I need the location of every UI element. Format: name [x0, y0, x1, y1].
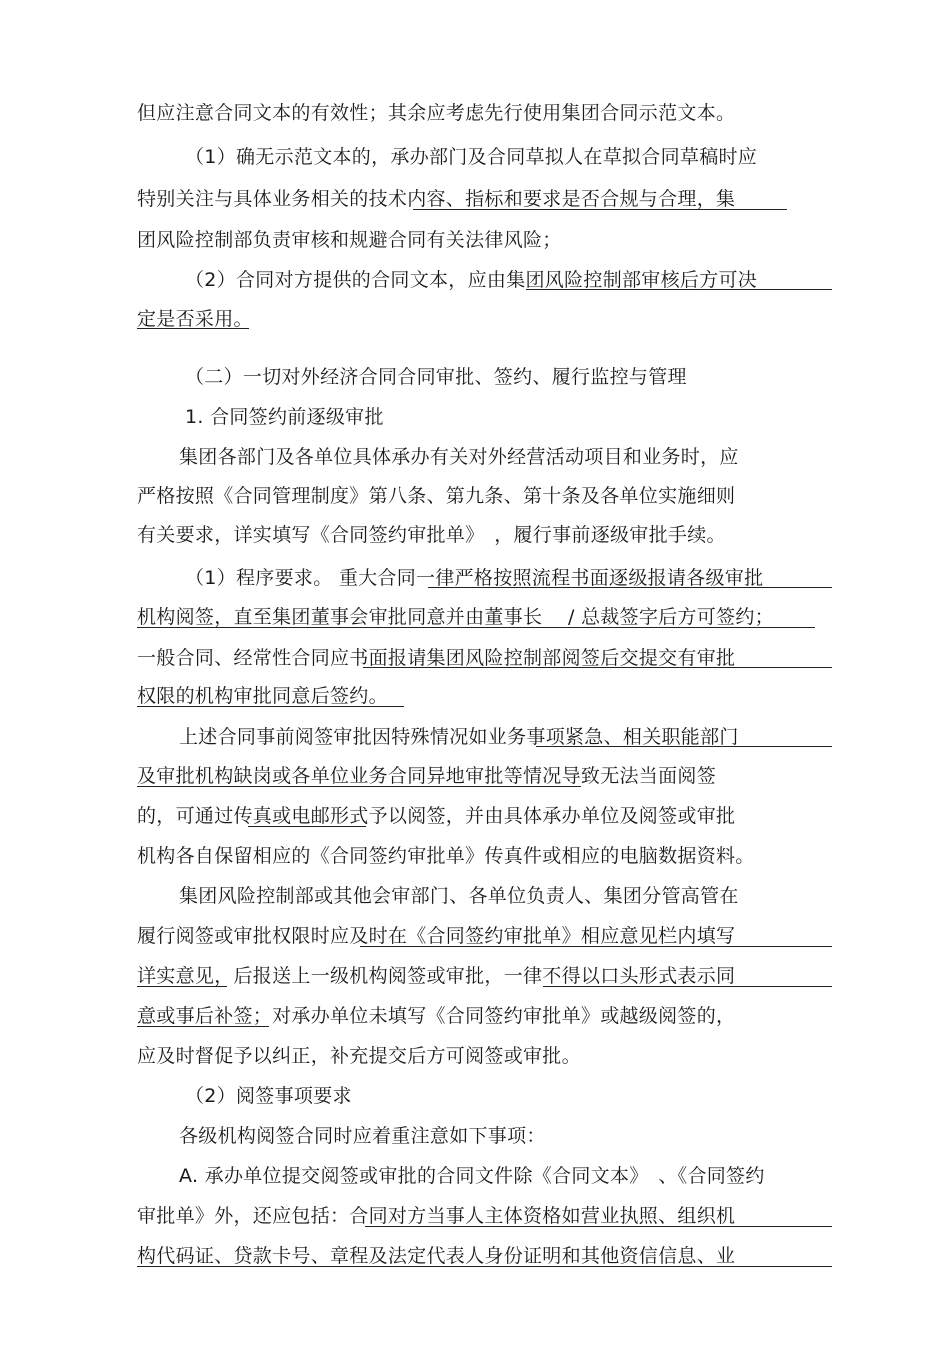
text-line: 履行阅签或审批权限时应及时在《合同签约审批单》相应意见栏内填写	[137, 925, 736, 947]
underline	[413, 209, 787, 210]
underline	[363, 667, 832, 668]
text-line: 详实意见，后报送上一级机构阅签或审批，一律不得以口头形式表示同	[137, 965, 736, 987]
text-line: 应及时督促予以纠正，补充提交后方可阅签或审批。	[137, 1045, 581, 1067]
underline	[248, 826, 366, 827]
text-line: （2）合同对方提供的合同文本，应由集团风险控制部审核后方可决	[185, 269, 758, 291]
underline	[137, 328, 249, 329]
text-line: 但应注意合同文本的有效性；其余应考虑先行使用集团合同示范文本。	[137, 102, 736, 124]
text-line: 权限的机构审批同意后签约。	[137, 685, 388, 707]
section-heading: （二）一切对外经济合同合同审批、签约、履行监控与管理	[185, 366, 687, 388]
text-line: 定是否采用。	[137, 308, 253, 330]
text-line: 审批单》外，还应包括：合同对方当事人主体资格如营业执照、组织机	[137, 1205, 736, 1227]
underline	[526, 289, 832, 290]
text-line: 一般合同、经常性合同应书面报请集团风险控制部阅签后交提交有审批	[137, 647, 736, 669]
text-line: 各级机构阅签合同时应着重注意如下事项：	[179, 1125, 546, 1147]
underline	[137, 1266, 832, 1267]
text-line: 严格按照《合同管理制度》第八条、第九条、第十条及各单位实施细则	[137, 485, 736, 507]
text-line: 机构阅签，直至集团董事会审批同意并由董事长 / 总裁签字后方可签约；	[137, 606, 774, 628]
underline	[137, 1026, 269, 1027]
text-line: 集团各部门及各单位具体承办有关对外经营活动项目和业务时，应	[179, 446, 739, 468]
text-line: 构代码证、贷款卡号、章程及法定代表人身份证明和其他资信信息、业	[137, 1245, 736, 1267]
subsection-heading: 1. 合同签约前逐级审批	[185, 406, 384, 428]
underline	[428, 587, 832, 588]
underline	[536, 746, 832, 747]
underline	[137, 986, 227, 987]
text-line: 团风险控制部负责审核和规避合同有关法律风险；	[137, 229, 562, 251]
text-line: 及审批机构缺岗或各单位业务合同异地审批等情况导致无法当面阅签	[137, 765, 717, 787]
text-line: 有关要求，详实填写《合同签约审批单》 ，履行事前逐级审批手续。	[137, 524, 726, 546]
text-line: （1）确无示范文本的，承办部门及合同草拟人在草拟合同草稿时应	[185, 146, 758, 168]
underline	[543, 986, 832, 987]
text-line: A. 承办单位提交阅签或审批的合同文件除《合同文本》 、《合同签约	[179, 1165, 765, 1187]
text-line: （1）程序要求。 重大合同一律严格按照流程书面逐级报请各级审批	[185, 567, 764, 589]
text-line: 上述合同事前阅签审批因特殊情况如业务事项紧急、相关职能部门	[179, 726, 739, 748]
underline	[365, 1226, 832, 1227]
text-line: 意或事后补签；对承办单位未填写《合同签约审批单》或越级阅签的，	[137, 1005, 736, 1027]
underline	[137, 706, 404, 707]
text-line: （2）阅签事项要求	[185, 1085, 352, 1107]
text-line: 的，可通过传真或电邮形式予以阅签，并由具体承办单位及阅签或审批	[137, 805, 736, 827]
underline	[137, 627, 815, 628]
text-line: 机构各自保留相应的《合同签约审批单》传真件或相应的电脑数据资料。	[137, 845, 755, 867]
text-line: 特别关注与具体业务相关的技术内容、指标和要求是否合规与合理，集	[137, 188, 736, 210]
text-line: 集团风险控制部或其他会审部门、各单位负责人、集团分管高管在	[179, 885, 739, 907]
underline	[137, 786, 581, 787]
underline	[360, 946, 832, 947]
